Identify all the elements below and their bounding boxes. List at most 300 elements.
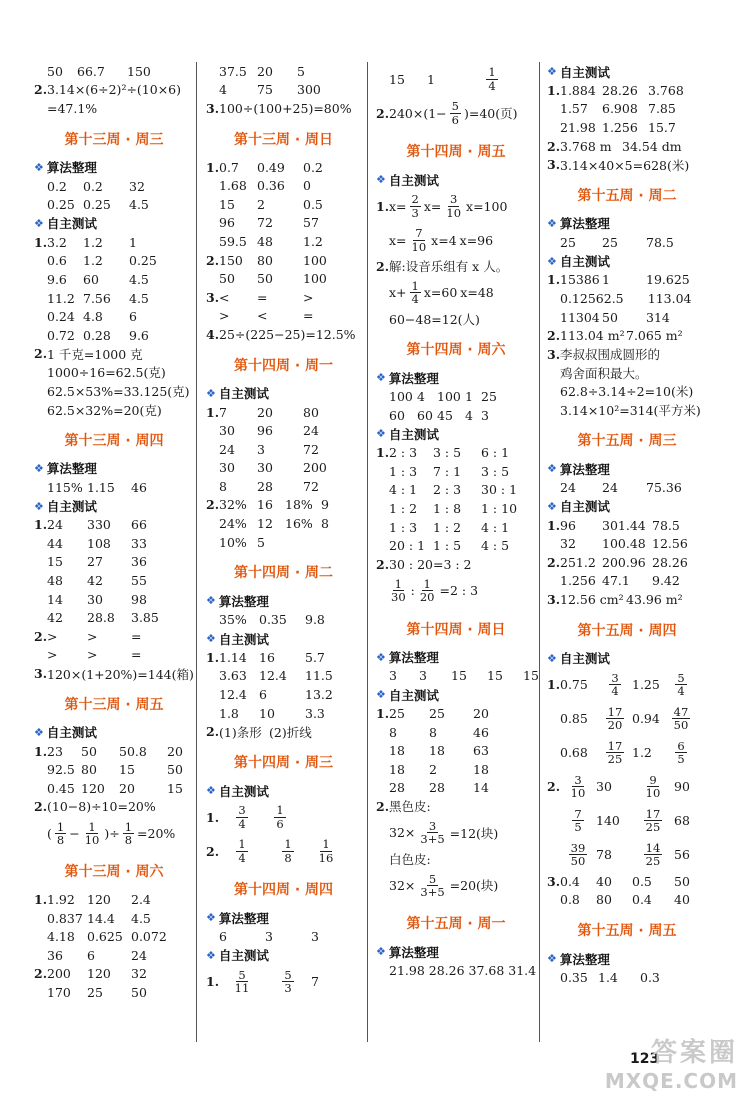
answer-value: 9.6 (129, 327, 149, 343)
section-heading (376, 648, 536, 667)
answer-value: 1 : 2 (389, 500, 418, 516)
answer-value: 72 (257, 215, 273, 231)
answer-value: 96 (257, 423, 273, 439)
question-number: 1. (34, 517, 48, 533)
section-heading (547, 214, 707, 233)
answer-row (34, 779, 194, 798)
answer-row (34, 983, 194, 1002)
answer-value: 3.2 (47, 234, 67, 250)
answer-row (376, 536, 536, 555)
section-heading (547, 949, 707, 968)
fraction (410, 280, 421, 305)
week-day-title: 第十四周 · 周四 (233, 882, 334, 899)
answer-value: 6 (219, 928, 227, 944)
answer-row (34, 400, 194, 419)
answer-value: 90 (674, 779, 690, 795)
answer-row (547, 890, 707, 909)
answer-value: 24 (602, 480, 618, 496)
answer-value: 50 (47, 63, 63, 79)
answer-value: 25 (389, 705, 405, 721)
answer-value: 60−48=12(人) (389, 311, 480, 327)
answer-value: 7 (219, 404, 227, 420)
answer-value: 4.5 (129, 197, 149, 213)
answer-row (376, 518, 536, 537)
question-number: 2. (34, 346, 48, 362)
answer-value: 5.7 (305, 649, 325, 665)
question-number: 1. (34, 743, 48, 759)
answer-value: 5 (297, 63, 305, 79)
fraction-denominator: 5 (574, 820, 582, 835)
answer-value: 100.48 (602, 536, 646, 552)
answer-value: 11.2 (47, 290, 75, 306)
fraction (410, 193, 421, 218)
answer-value: 75.36 (646, 480, 682, 496)
answer-value: 20 (473, 705, 489, 721)
diamond-icon: ❖ (206, 632, 216, 646)
answer-row (34, 760, 194, 779)
fraction-denominator: 3 (284, 981, 292, 996)
question-number: 2. (376, 798, 390, 814)
answer-value: = (257, 289, 268, 305)
answer-value: 62.5×32%=20(克) (47, 402, 162, 418)
question-number: 1. (206, 809, 220, 825)
fraction (632, 842, 674, 867)
answer-value: 黑色皮: (389, 799, 431, 815)
answer-value: 32× (389, 825, 416, 841)
answer-value: 15 (219, 196, 235, 212)
answer-row (206, 648, 361, 667)
answer-value: 60 (417, 407, 433, 423)
diamond-icon: ❖ (547, 65, 557, 78)
answer-value: 300 (297, 82, 321, 98)
answer-value: 80 (257, 252, 273, 268)
answer-row (206, 685, 361, 704)
answer-value: 32× (389, 877, 416, 893)
answer-value: 0.25 (47, 197, 75, 213)
section-label: 自主测试 (46, 216, 97, 232)
question-number: 3. (547, 157, 561, 173)
answer-row (547, 233, 707, 252)
answer-value: 9.8 (305, 612, 325, 628)
fraction-numerator: 5 (238, 968, 246, 983)
answer-value: 4.8 (83, 309, 103, 325)
fraction (598, 706, 632, 731)
answer-value: 24 (131, 947, 147, 963)
answer-value: 251.2 (560, 554, 596, 570)
answer-value: 24 (303, 423, 319, 439)
answer-value: 66.7 (77, 63, 105, 79)
section-heading (206, 591, 361, 610)
answer-value: 0.2 (47, 178, 67, 194)
answer-value: 40 (674, 892, 690, 908)
answer-value: 1.92 (47, 892, 75, 908)
diamond-icon: ❖ (547, 952, 557, 966)
fraction-denominator: 16 (318, 850, 334, 865)
answer-row (206, 158, 361, 177)
answer-row (376, 481, 536, 500)
answer-value: 1.15 (87, 479, 115, 495)
answer-value: < (219, 289, 230, 305)
answer-value: 11304 (560, 309, 600, 325)
answer-value: 3.768 m (560, 138, 612, 154)
answer-value: 50 (167, 762, 183, 778)
answer-value: 0.5 (632, 873, 652, 889)
answer-row (547, 118, 707, 137)
diamond-icon: ❖ (206, 594, 216, 608)
answer-value: =12(块) (449, 825, 499, 841)
answer-value: 30 (219, 423, 235, 439)
question-number: 1. (34, 234, 48, 250)
fraction (444, 193, 463, 218)
answer-value: 16 (257, 497, 273, 513)
answer-row (547, 364, 707, 383)
answer-value: 0.35 (560, 969, 588, 985)
answer-value: 9 (321, 497, 329, 513)
fraction (219, 838, 265, 863)
answer-value: 1 : 8 (433, 500, 462, 516)
diamond-icon: ❖ (34, 216, 44, 230)
section-label: 算法整理 (559, 461, 610, 477)
answer-row (547, 308, 707, 327)
answer-value: 62.5×53%=33.125(克) (47, 384, 190, 400)
answer-value: 14 (473, 780, 489, 796)
answer-row (547, 838, 707, 872)
answer-value: 15386 (560, 272, 600, 288)
question-number: 4. (206, 326, 220, 342)
answer-value: 0.85 (560, 711, 588, 727)
answer-row (547, 872, 707, 891)
fraction (389, 578, 408, 603)
fraction-denominator: 11 (234, 981, 250, 996)
answer-value: 100 (389, 388, 413, 404)
answer-value: 2 : 3 (433, 482, 462, 498)
answer-value: 47.1 (602, 573, 630, 589)
answer-value: 96 (219, 215, 235, 231)
question-number: 1. (206, 974, 220, 990)
answer-value: 0.49 (257, 159, 285, 175)
answer-row (34, 62, 194, 81)
fraction-denominator: 50 (570, 854, 586, 869)
answer-value: x= (389, 232, 407, 248)
answer-value: 12.4 (219, 687, 247, 703)
answer-value: 59.5 (219, 233, 247, 249)
answer-value: 3.85 (131, 610, 159, 626)
answer-value: 120×(1+20%)=144(箱) (47, 666, 194, 682)
answer-value: 3.14×(6÷2)²÷(10×6) (47, 82, 182, 98)
watermark (605, 1032, 738, 1093)
week-day-title: 第十三周 · 周三 (64, 131, 164, 148)
fraction (560, 808, 596, 833)
answer-value: 1 (427, 71, 435, 87)
answer-value: 48 (257, 233, 273, 249)
answer-value: = (131, 647, 142, 663)
answer-value: 4.18 (47, 929, 75, 945)
week-day-title: 第十四周 · 周三 (233, 755, 334, 772)
section-heading (206, 781, 361, 800)
answer-value: = (131, 628, 142, 644)
section-label: 算法整理 (388, 370, 439, 386)
answer-value: 30 (219, 460, 235, 476)
answer-value: 30 (257, 460, 273, 476)
answer-row (34, 382, 194, 401)
answer-row (547, 572, 707, 591)
week-day-title: 第十五周 · 周五 (577, 923, 677, 940)
fraction (418, 873, 446, 898)
answer-value: 32 (129, 178, 145, 194)
section-heading (206, 908, 361, 927)
answer-value: 21.98 28.26 37.68 31.4 (389, 963, 537, 979)
fraction-numerator: 14 (645, 841, 661, 856)
answer-value: 0 (303, 178, 311, 194)
answer-value: 0.68 (560, 745, 588, 761)
question-number: 3. (206, 100, 220, 116)
answer-row (547, 271, 707, 290)
answer-row (206, 81, 361, 100)
answer-row (376, 779, 536, 798)
fraction-numerator: 9 (649, 773, 657, 788)
fraction (598, 740, 632, 765)
diamond-icon: ❖ (206, 948, 216, 962)
answer-value: 150 (219, 252, 243, 268)
week-day-title: 第十四周 · 周日 (406, 621, 506, 638)
answer-value: 6 : 1 (481, 445, 510, 461)
question-number: 2. (376, 105, 390, 121)
answer-row (547, 804, 707, 838)
answer-row (206, 722, 361, 741)
answer-value: 28.8 (87, 610, 115, 626)
fraction (477, 66, 507, 91)
answer-value: 3 (389, 668, 397, 684)
answer-value: 0.72 (47, 327, 75, 343)
answer-row (376, 257, 536, 276)
answer-value: =20(块) (449, 878, 499, 894)
answer-value: 4 : 1 (481, 519, 510, 535)
answer-row (547, 702, 707, 736)
answer-row (34, 608, 194, 627)
answer-row (206, 440, 361, 459)
answer-value: 100 (303, 271, 327, 287)
diamond-icon: ❖ (376, 371, 386, 385)
answer-row (34, 534, 194, 553)
week-day-title: 第十五周 · 周一 (406, 916, 506, 933)
answer-value: 1.2 (83, 253, 103, 269)
answer-row (547, 516, 707, 535)
answer-row (34, 345, 194, 364)
answer-row (376, 868, 536, 902)
fraction-denominator: 25 (645, 820, 661, 835)
answer-value: 42 (47, 610, 63, 626)
section-heading (547, 252, 707, 271)
fraction (311, 838, 341, 863)
week-day-title: 第十五周 · 周三 (577, 433, 677, 450)
answer-value: 0.1256 (560, 290, 604, 306)
diamond-icon: ❖ (547, 216, 557, 230)
answer-row (206, 477, 361, 496)
answer-value: (2)折线 (269, 724, 312, 740)
fraction-numerator: 1 (284, 837, 292, 852)
answer-value: 150 (127, 63, 151, 79)
answer-value: 40 (596, 873, 612, 889)
answer-row (376, 310, 536, 329)
answer-value: 1 : 5 (433, 538, 462, 554)
question-number: 2. (34, 799, 48, 815)
answer-value: 42 (87, 573, 103, 589)
answer-row (34, 478, 194, 497)
answer-value: 15 (523, 668, 539, 684)
answer-column-2 (206, 62, 361, 1047)
question-number: 2. (206, 724, 220, 740)
answer-row (34, 627, 194, 646)
answer-value: > (303, 289, 314, 305)
fraction-denominator: 30 (391, 590, 406, 605)
answer-row (547, 668, 707, 702)
answer-value: 60 (389, 407, 405, 423)
answer-row (34, 516, 194, 535)
fraction (219, 804, 265, 829)
answer-value: 1.8 (219, 705, 239, 721)
diamond-icon: ❖ (376, 650, 386, 664)
answer-value: 80 (303, 404, 319, 420)
section-label: 自主测试 (218, 631, 269, 647)
answer-value: 113.04 (647, 290, 692, 306)
answer-value: 20 (257, 63, 273, 79)
fraction-denominator: 4 (611, 684, 619, 699)
fraction-numerator: 39 (570, 841, 586, 856)
question-number: 2. (34, 628, 48, 644)
fraction (632, 774, 674, 799)
diamond-icon: ❖ (376, 427, 386, 441)
answer-row (206, 704, 361, 723)
answer-value: 20 (167, 743, 183, 759)
answer-value: 13.2 (305, 687, 333, 703)
answer-value: 37.5 (219, 63, 247, 79)
answer-value: 50 (131, 984, 147, 1000)
answer-value: 1 千克=1000 克 (47, 346, 143, 362)
answer-value: 34.54 dm (622, 138, 682, 154)
answer-row (34, 742, 194, 761)
answer-value: 0.4 (560, 873, 580, 889)
answer-row (34, 646, 194, 665)
section-heading (376, 170, 536, 189)
fraction (265, 838, 311, 863)
diamond-icon: ❖ (376, 688, 386, 702)
answer-row (206, 667, 361, 686)
answer-value: x=96 (459, 232, 494, 248)
answer-value: 1.884 (560, 82, 596, 98)
answer-value: 62.8÷3.14÷2=10(米) (560, 384, 694, 400)
fraction-numerator: 1 (88, 819, 96, 834)
answer-value: 27 (87, 554, 103, 570)
fraction (450, 100, 461, 125)
week-day-title: 第十五周 · 周四 (577, 622, 677, 639)
answer-value: 鸡舍面积最大。 (560, 365, 648, 381)
answer-value: 0.7 (219, 159, 239, 175)
answer-value: > (47, 628, 58, 644)
answer-row (34, 553, 194, 572)
answer-value: 0.25 (129, 253, 157, 269)
answer-value: 50 (219, 271, 235, 287)
answer-row (34, 927, 194, 946)
question-number: 2. (376, 258, 390, 274)
answer-row (547, 553, 707, 572)
answer-value: 3 (481, 407, 489, 423)
diamond-icon: ❖ (376, 945, 386, 959)
fraction-denominator: 5 (677, 752, 685, 767)
answer-row (206, 834, 361, 868)
answer-row (206, 307, 361, 326)
answer-value: (1)条形 (219, 724, 262, 740)
section-heading (34, 723, 194, 742)
section-label: 算法整理 (559, 216, 610, 232)
answer-value: 3.14×40×5=628(米) (560, 157, 690, 173)
diamond-icon: ❖ (206, 386, 216, 400)
answer-value: 25 (602, 234, 618, 250)
answer-row (376, 667, 539, 686)
answer-value: 0.45 (47, 780, 75, 796)
answer-value: 1.57 (560, 101, 588, 117)
diamond-icon: ❖ (547, 462, 557, 476)
answer-value: 6 (129, 309, 137, 325)
answer-value: 3 (419, 668, 427, 684)
fraction-denominator: 3+5 (420, 884, 445, 899)
answer-row (34, 890, 194, 909)
fraction (418, 820, 446, 845)
answer-value: 314 (646, 309, 670, 325)
answer-row (376, 574, 536, 608)
answer-value: 0.36 (257, 178, 285, 194)
answer-row (376, 62, 536, 96)
answer-value: 18 (389, 761, 405, 777)
week-day-title: 第十四周 · 周六 (406, 342, 506, 359)
answer-value: 1.2 (632, 745, 652, 761)
answer-value: 1 : 10 (481, 500, 518, 516)
fraction-numerator: 2 (411, 192, 419, 207)
fraction (560, 774, 596, 799)
answer-row (376, 961, 536, 980)
answer-value: 56 (674, 847, 690, 863)
answer-row (547, 137, 707, 156)
answer-value: 解:设音乐组有 x 人。 (389, 259, 509, 275)
answer-value: 46 (131, 479, 147, 495)
answer-row (206, 325, 361, 344)
answer-row (206, 800, 361, 834)
answer-value: 18 (473, 761, 489, 777)
question-number: 1. (547, 517, 561, 533)
column-divider (196, 62, 197, 1042)
answer-value: =20% (137, 825, 176, 841)
answer-value: 0.5 (303, 196, 323, 212)
answer-value: 170 (47, 984, 71, 1000)
question-number: 2. (206, 252, 220, 268)
question-number: 2. (34, 966, 48, 982)
answer-row (34, 307, 194, 326)
answer-row (34, 590, 194, 609)
fraction-denominator: 8 (56, 832, 65, 847)
answer-value: 66 (131, 517, 147, 533)
answer-value: 1 (602, 272, 610, 288)
answer-value: x=60 (423, 285, 458, 301)
question-number: 2. (34, 82, 48, 98)
answer-value: 28 (389, 780, 405, 796)
question-number: 1. (206, 649, 220, 665)
question-number: 1. (206, 159, 220, 175)
answer-value: 108 (87, 535, 111, 551)
answer-value: 0.28 (83, 327, 111, 343)
answer-value: 20 (119, 780, 135, 796)
question-number: 1. (547, 272, 561, 288)
answer-value: 2.5 (603, 290, 624, 306)
fraction (632, 808, 674, 833)
